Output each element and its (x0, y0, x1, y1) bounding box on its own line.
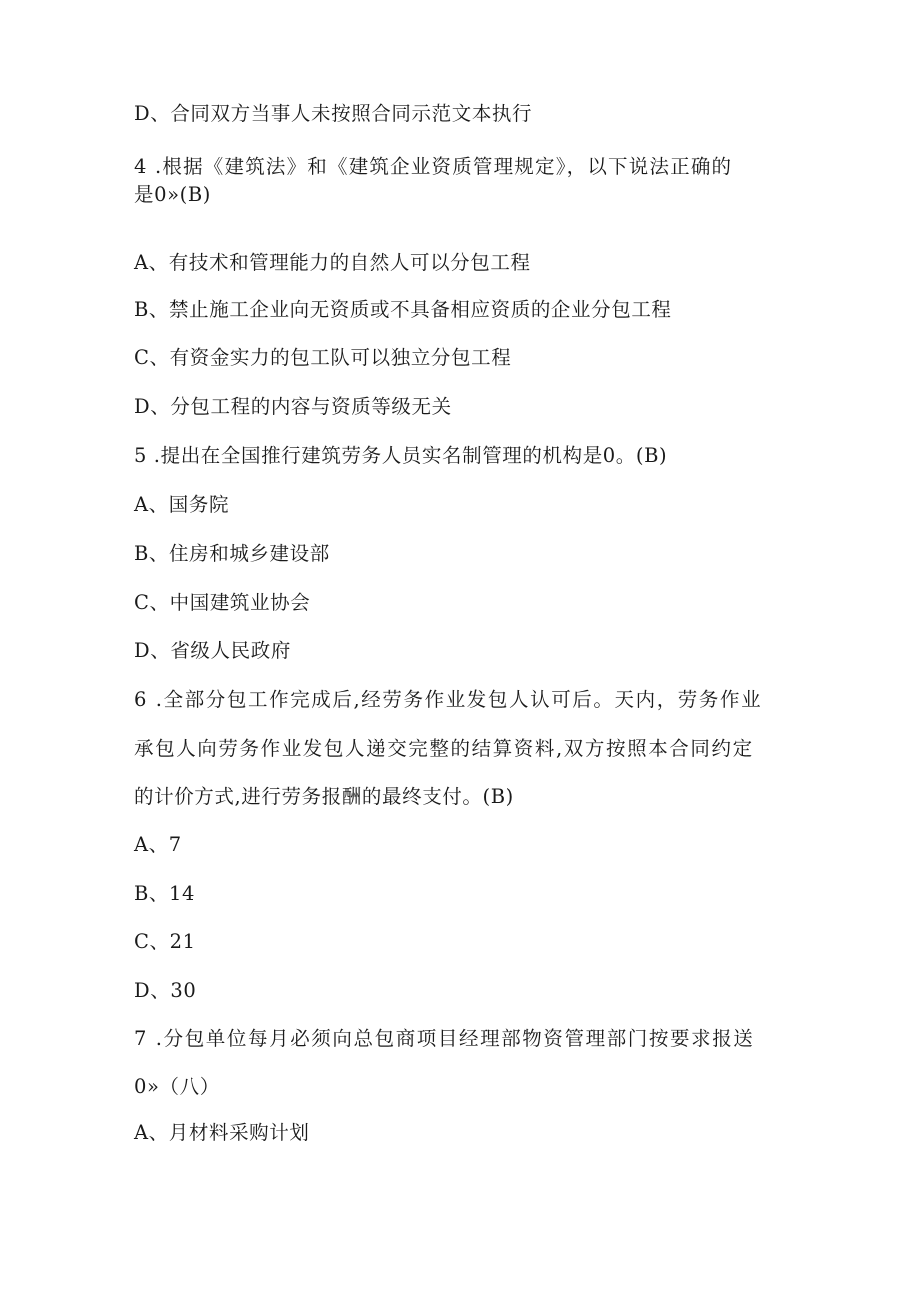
question-6-stem-line-3: 的计价方式,进行劳务报酬的最终支付。(B) (134, 785, 514, 808)
q5-option-c: C、中国建筑业协会 (134, 591, 311, 614)
q4-option-d: D、分包工程的内容与资质等级无关 (134, 395, 452, 418)
question-6-stem: 6 .全部分包工作完成后,经劳务作业发包人认可后。天内，劳务作业 (134, 688, 763, 711)
q6-option-a: A、7 (134, 833, 182, 856)
q4-option-c: C、有资金实力的包工队可以独立分包工程 (134, 346, 512, 369)
q6-option-c: C、21 (134, 930, 196, 953)
q7-option-a: A、月材料采购计划 (134, 1121, 310, 1144)
q4-option-b: B、禁止施工企业向无资质或不具备相应资质的企业分包工程 (134, 298, 672, 321)
question-5-stem: 5 .提出在全国推行建筑劳务人员实名制管理的机构是0。(B) (134, 444, 668, 467)
q6-option-d: D、30 (134, 979, 197, 1002)
question-7-stem: 7 .分包单位每月必须向总包商项目经理部物资管理部门按要求报送 (134, 1027, 755, 1050)
q3-option-d: D、合同双方当事人未按照合同示范文本执行 (134, 102, 533, 125)
q5-option-d: D、省级人民政府 (134, 639, 291, 662)
question-6-stem-line-2: 承包人向劳务作业发包人递交完整的结算资料,双方按照本合同约定 (134, 737, 754, 760)
q6-option-b: B、14 (134, 882, 196, 905)
q5-option-a: A、国务院 (134, 493, 230, 516)
q5-option-b: B、住房和城乡建设部 (134, 542, 330, 565)
question-7-stem-continued: 0»（八） (134, 1075, 220, 1098)
question-4-stem: 4 .根据《建筑法》和《建筑企业资质管理规定》，以下说法正确的 (134, 155, 733, 178)
question-4-stem-continued: 是0»(B) (134, 183, 211, 206)
q4-option-a: A、有技术和管理能力的自然人可以分包工程 (134, 251, 531, 274)
